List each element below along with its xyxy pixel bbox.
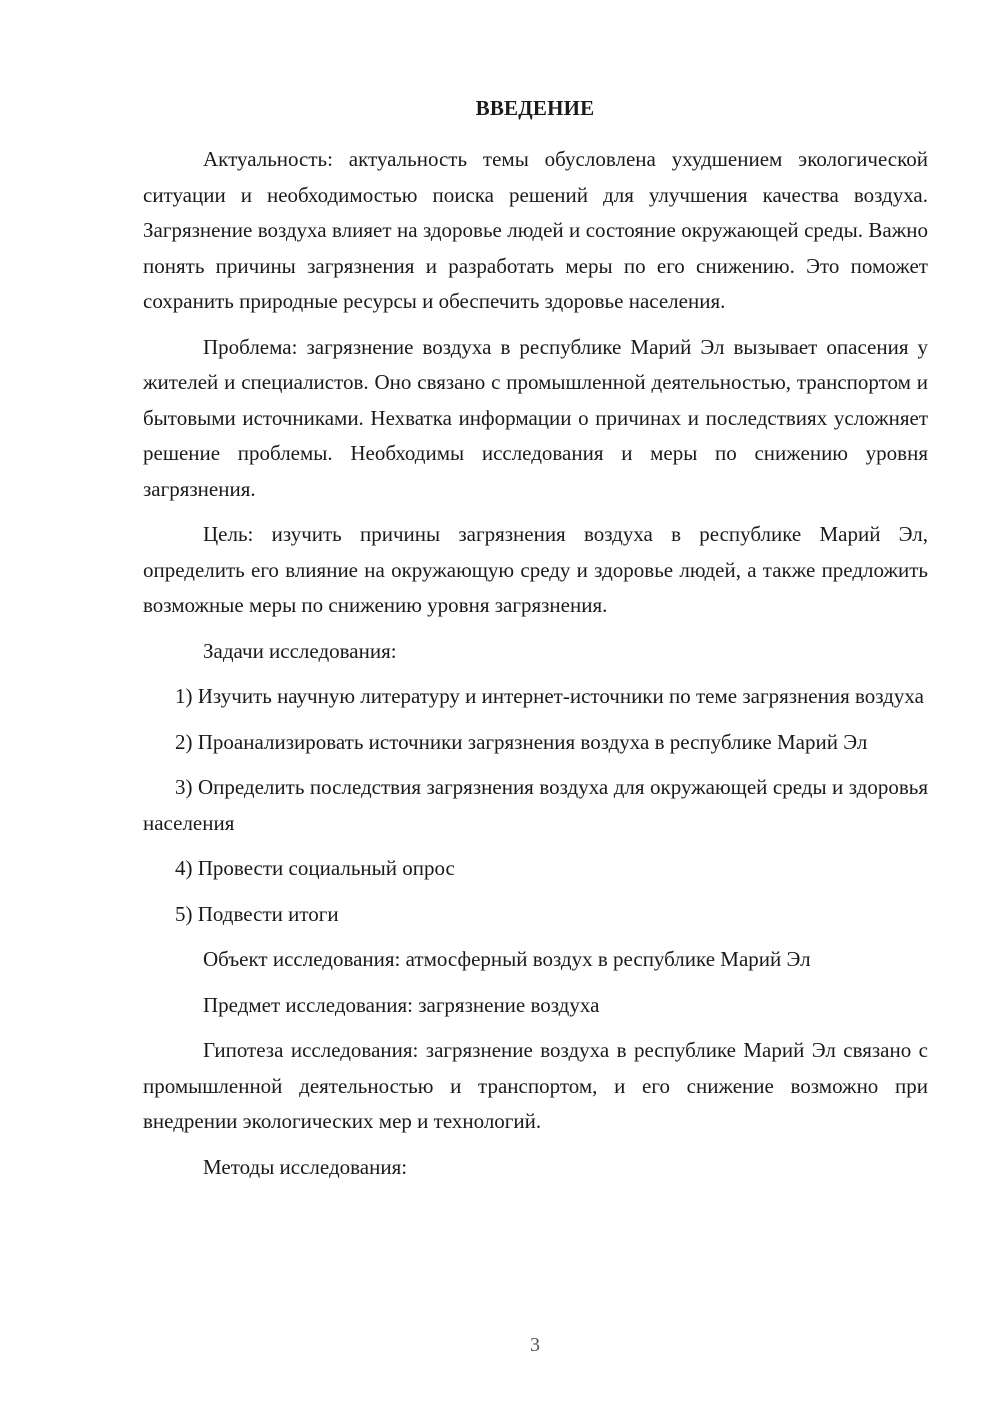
task-item: 2) Проанализировать источники загрязнения воздуха в республике Марий Эл — [175, 729, 868, 754]
goal-paragraph: Цель: изучить причины загрязнения воздуха в республике Марий Эл, определить его влияние на окружающую среду и здоровье людей, а также предложить возможные меры по снижению уровня загрязнения. — [143, 522, 928, 617]
task-item: 4) Провести социальный опрос — [175, 856, 455, 880]
problem-paragraph: Проблема: загрязнение воздуха в республике Марий Эл вызывает опасения у жителей и специалистов. Оно связано с промышленной деятельностью, транспортом и бытовыми источниками. Нехватка информации о причинах и последствиях усложняет решение проблемы. Необходимы исследования и меры по снижению уровня загрязнения. — [143, 334, 928, 501]
hypothesis-paragraph: Гипотеза исследования: загрязнение воздуха в республике Марий Эл связано с промышленной деятельностью и транспортом, и его снижение возможно при внедрении экологических мер и технологий. — [143, 1038, 928, 1133]
research-subject: Предмет исследования: загрязнение воздуха — [203, 992, 600, 1017]
task-item: 5) Подвести итоги — [175, 901, 339, 926]
task-item: 1) Изучить научную литературу и интернет-источники по теме загрязнения воздуха — [175, 684, 924, 708]
research-object: Объект исследования: атмосферный воздух в республике Марий Эл — [203, 947, 811, 971]
task-item: 3) Определить последствия загрязнения воздуха для окружающей среды и здоровья населения — [143, 775, 928, 835]
tasks-heading: Задачи исследования: — [203, 638, 397, 663]
relevance-paragraph: Актуальность: актуальность темы обусловлена ухудшением экологической ситуации и необходимостью поиска решений для улучшения качества воздуха. Загрязнение воздуха влияет на здоровье людей и состояние окружающей среды. Важно понять причины загрязнения и разработать меры по его снижению. Это поможет сохранить природные ресурсы и обеспечить здоровье населения. — [143, 147, 928, 313]
page-number: 3 — [530, 1334, 540, 1356]
page-title: ВВЕДЕНИЕ — [475, 96, 595, 120]
methods-heading: Методы исследования: — [203, 1154, 408, 1179]
document-body — [143, 142, 928, 1195]
